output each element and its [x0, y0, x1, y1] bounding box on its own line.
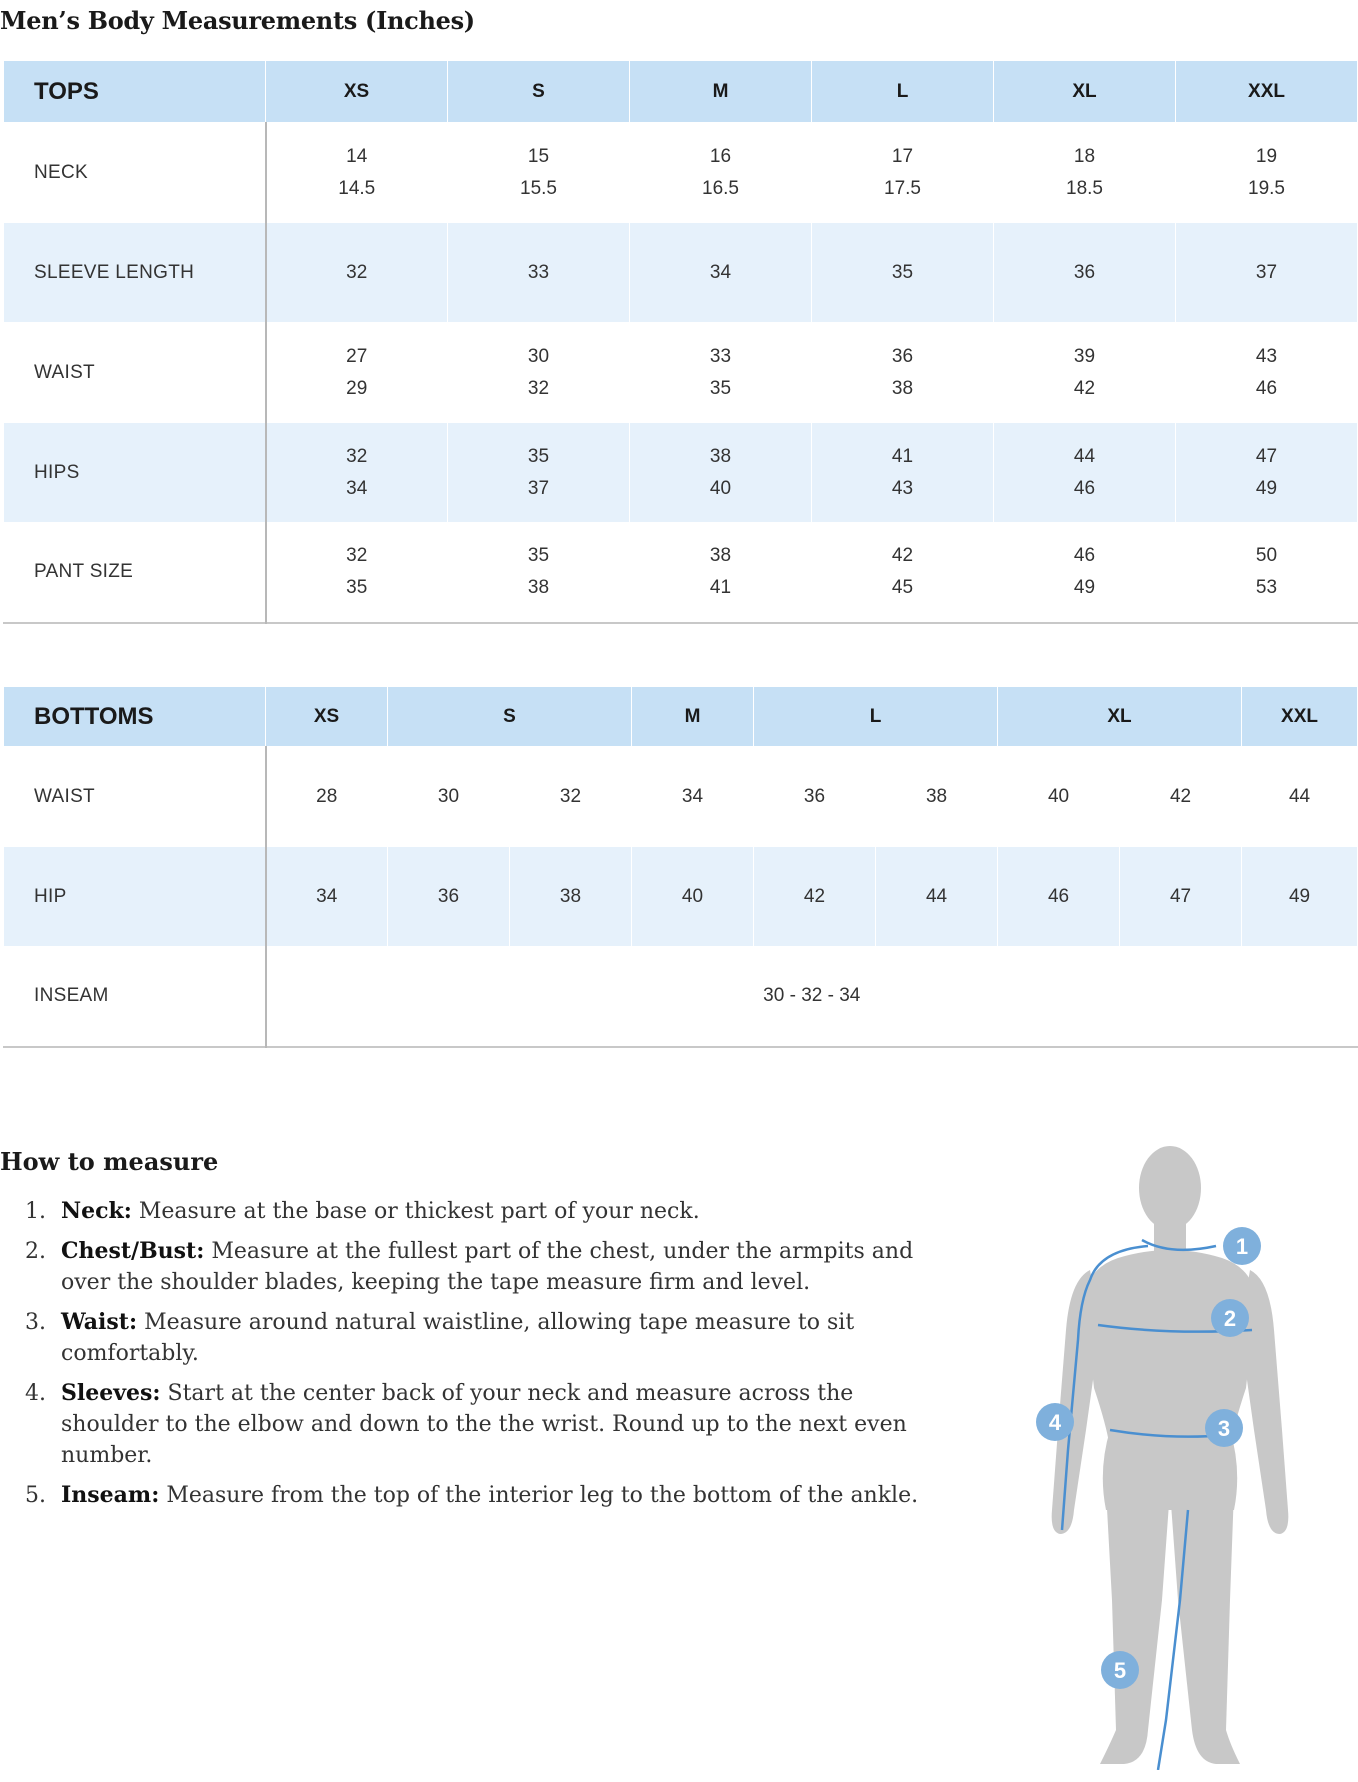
tops-size-l: L — [812, 61, 994, 123]
badge-4-icon — [1036, 1403, 1074, 1441]
bottoms-size-m: M — [632, 687, 754, 747]
cell: 38 40 — [630, 423, 812, 523]
cell: 36 38 — [812, 323, 994, 423]
bottoms-row-hip — [4, 847, 1358, 947]
list-item — [25, 1378, 925, 1471]
tops-size-table — [3, 60, 1358, 624]
bottoms-size-xs: XS — [266, 687, 388, 747]
cell: 33 35 — [630, 323, 812, 423]
step-term: Sleeves: — [61, 1380, 161, 1406]
step-text: Measure around natural waistline, allowing tape measure to sit comfortably. — [61, 1310, 855, 1366]
step-term: Waist: — [61, 1309, 138, 1335]
measure-steps-list — [25, 1196, 925, 1520]
bottoms-size-xl: XL — [998, 687, 1242, 747]
cell: 38 41 — [630, 523, 812, 623]
svg-text:2: 2 — [1223, 1306, 1237, 1331]
cell: 32 — [266, 223, 448, 323]
cell: 49 — [1242, 847, 1358, 947]
cell: 44 — [1242, 747, 1358, 847]
cell: 17 17.5 — [812, 123, 994, 223]
cell: 32 — [510, 747, 632, 847]
cell: 40 — [998, 747, 1120, 847]
row-label: NECK — [4, 123, 266, 223]
cell: 34 — [630, 223, 812, 323]
cell: 14 14.5 — [266, 123, 448, 223]
step-term: Inseam: — [61, 1482, 160, 1508]
cell: 30 32 — [448, 323, 630, 423]
svg-text:3: 3 — [1217, 1416, 1231, 1441]
row-label: WAIST — [4, 323, 266, 423]
step-number: 5. — [25, 1483, 46, 1508]
cell: 18 18.5 — [994, 123, 1176, 223]
cell: 44 46 — [994, 423, 1176, 523]
cell: 47 — [1120, 847, 1242, 947]
cell: 41 43 — [812, 423, 994, 523]
cell: 36 — [754, 747, 876, 847]
step-text: Start at the center back of your neck and measure across the shoulder to the elbow and down to the the wrist. Round up to the next even number. — [61, 1381, 907, 1468]
bottoms-row-inseam — [4, 947, 1358, 1047]
cell: 16 16.5 — [630, 123, 812, 223]
cell: 34 — [266, 847, 388, 947]
tops-size-m: M — [630, 61, 812, 123]
cell: 35 — [812, 223, 994, 323]
cell: 38 — [876, 747, 998, 847]
svg-text:5: 5 — [1113, 1658, 1127, 1683]
cell: 28 — [266, 747, 388, 847]
list-item — [25, 1236, 925, 1298]
row-label: HIPS — [4, 423, 266, 523]
step-text: Measure from the top of the interior leg to the bottom of the ankle. — [159, 1483, 919, 1508]
cell: 44 — [876, 847, 998, 947]
cell: 32 35 — [266, 523, 448, 623]
cell: 39 42 — [994, 323, 1176, 423]
bottoms-size-xxl: XXL — [1242, 687, 1358, 747]
cell: 42 — [1120, 747, 1242, 847]
tops-row-neck — [4, 123, 1358, 223]
bottoms-size-s: S — [388, 687, 632, 747]
cell: 47 49 — [1176, 423, 1358, 523]
tops-header: TOPS — [4, 61, 266, 123]
cell: 34 — [632, 747, 754, 847]
badge-3-icon — [1205, 1409, 1243, 1447]
cell: 35 37 — [448, 423, 630, 523]
tops-row-hips — [4, 423, 1358, 523]
cell: 27 29 — [266, 323, 448, 423]
step-term: Chest/Bust: — [61, 1238, 205, 1264]
cell: 43 46 — [1176, 323, 1358, 423]
cell: 46 49 — [994, 523, 1176, 623]
step-number: 2. — [25, 1239, 46, 1264]
cell: 19 19.5 — [1176, 123, 1358, 223]
cell: 36 — [388, 847, 510, 947]
cell: 36 — [994, 223, 1176, 323]
tops-size-xxl: XXL — [1176, 61, 1358, 123]
row-label: INSEAM — [4, 947, 266, 1047]
tops-row-sleeve-length — [4, 223, 1358, 323]
bottoms-row-waist — [4, 747, 1358, 847]
row-label: HIP — [4, 847, 266, 947]
row-label: WAIST — [4, 747, 266, 847]
list-item — [25, 1196, 925, 1227]
list-item — [25, 1480, 925, 1511]
step-number: 1. — [25, 1199, 46, 1224]
row-label: PANT SIZE — [4, 523, 266, 623]
cell: 30 — [388, 747, 510, 847]
cell: 50 53 — [1176, 523, 1358, 623]
step-text: Measure at the base or thickest part of your neck. — [131, 1199, 700, 1224]
tops-row-waist — [4, 323, 1358, 423]
cell: 33 — [448, 223, 630, 323]
cell: 15 15.5 — [448, 123, 630, 223]
badge-2-icon — [1211, 1299, 1249, 1337]
tops-size-xs: XS — [266, 61, 448, 123]
step-number: 4. — [25, 1381, 46, 1406]
step-term: Neck: — [61, 1198, 132, 1224]
step-text: Measure at the fullest part of the chest, under the armpits and over the shoulder blades, keeping the tape measure firm and level. — [61, 1239, 914, 1295]
cell: 38 — [510, 847, 632, 947]
step-number: 3. — [25, 1310, 46, 1335]
bottoms-header: BOTTOMS — [4, 687, 266, 747]
bottoms-size-l: L — [754, 687, 998, 747]
tops-size-xl: XL — [994, 61, 1176, 123]
cell: 46 — [998, 847, 1120, 947]
badge-5-icon — [1101, 1651, 1139, 1689]
cell: 42 — [754, 847, 876, 947]
body-measurement-figure — [1020, 1130, 1320, 1770]
svg-text:1: 1 — [1235, 1234, 1249, 1259]
cell: 42 45 — [812, 523, 994, 623]
cell: 32 34 — [266, 423, 448, 523]
bottoms-size-table — [3, 686, 1358, 1048]
row-label: SLEEVE LENGTH — [4, 223, 266, 323]
how-to-measure-title: How to measure — [0, 1147, 219, 1176]
cell: 37 — [1176, 223, 1358, 323]
svg-text:4: 4 — [1048, 1410, 1062, 1435]
page-title: Men’s Body Measurements (Inches) — [0, 6, 475, 35]
tops-row-pant-size — [4, 523, 1358, 623]
inseam-value: 30 - 32 - 34 — [266, 947, 1358, 1047]
cell: 40 — [632, 847, 754, 947]
cell: 35 38 — [448, 523, 630, 623]
list-item — [25, 1307, 925, 1369]
tops-size-s: S — [448, 61, 630, 123]
badge-1-icon — [1223, 1227, 1261, 1265]
